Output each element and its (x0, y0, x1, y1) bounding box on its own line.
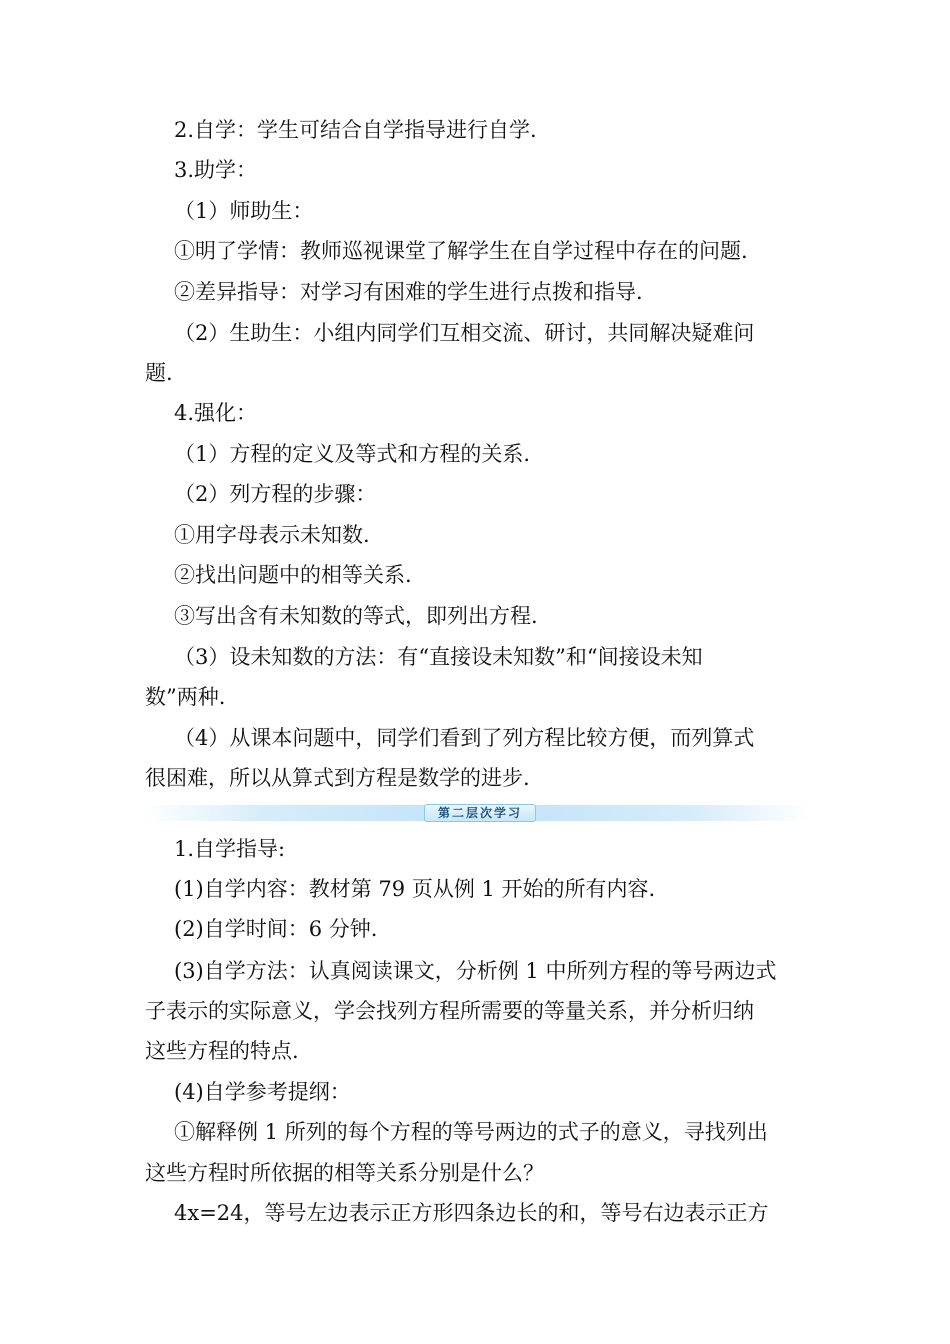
text-line: ①解释例 1 所列的每个方程的等号两边的式子的意义，寻找列出 (174, 1120, 768, 1144)
text-line: ①明了学情：教师巡视课堂了解学生在自学过程中存在的问题. (174, 239, 748, 263)
text-line: ①用字母表示未知数. (174, 523, 370, 547)
text-line: (4)自学参考提纲： (174, 1080, 351, 1104)
text-line: (1)自学内容：教材第 79 页从例 1 开始的所有内容. (174, 877, 656, 901)
text-line: 4.强化： (174, 401, 258, 425)
text-line: （2）列方程的步骤： (174, 482, 377, 506)
text-line: 4x=24，等号左边表示正方形四条边长的和，等号右边表示正方 (174, 1201, 769, 1225)
text-line: ②差异指导：对学习有困难的学生进行点拨和指导. (174, 280, 643, 304)
text-line: （1）师助生： (174, 199, 314, 223)
text-line: ③写出含有未知数的等式，即列出方程. (174, 604, 538, 628)
text-line: 3.助学： (174, 158, 258, 182)
text-line: 这些方程的特点. (145, 1039, 299, 1063)
text-line: 数”两种. (145, 685, 226, 709)
text-line: ②找出问题中的相等关系. (174, 563, 412, 587)
text-line: （3）设未知数的方法：有“直接设未知数”和“间接设未知 (174, 645, 703, 669)
text-line: （2）生助生：小组内同学们互相交流、研讨，共同解决疑难问 (174, 321, 755, 345)
text-line: (2)自学时间：6 分钟. (174, 917, 378, 941)
text-line: 很困难，所以从算式到方程是数学的进步. (145, 766, 530, 790)
text-line: 2.自学：学生可结合自学指导进行自学. (174, 118, 537, 142)
text-line: 题. (145, 361, 173, 385)
text-line: 1.自学指导: (174, 837, 286, 861)
section-header (424, 804, 536, 822)
text-line: （4）从课本问题中，同学们看到了列方程比较方便，而列算式 (174, 726, 755, 750)
text-line: 这些方程时所依据的相等关系分别是什么？ (145, 1161, 544, 1185)
text-line: (3)自学方法：认真阅读课文，分析例 1 中所列方程的等号两边式 (174, 959, 777, 983)
section-title: 第二层次学习 (437, 806, 522, 820)
text-line: （1）方程的定义及等式和方程的关系. (174, 442, 531, 466)
text-line: 子表示的实际意义，学会找列方程所需要的等量关系，并分析归纳 (145, 999, 754, 1023)
